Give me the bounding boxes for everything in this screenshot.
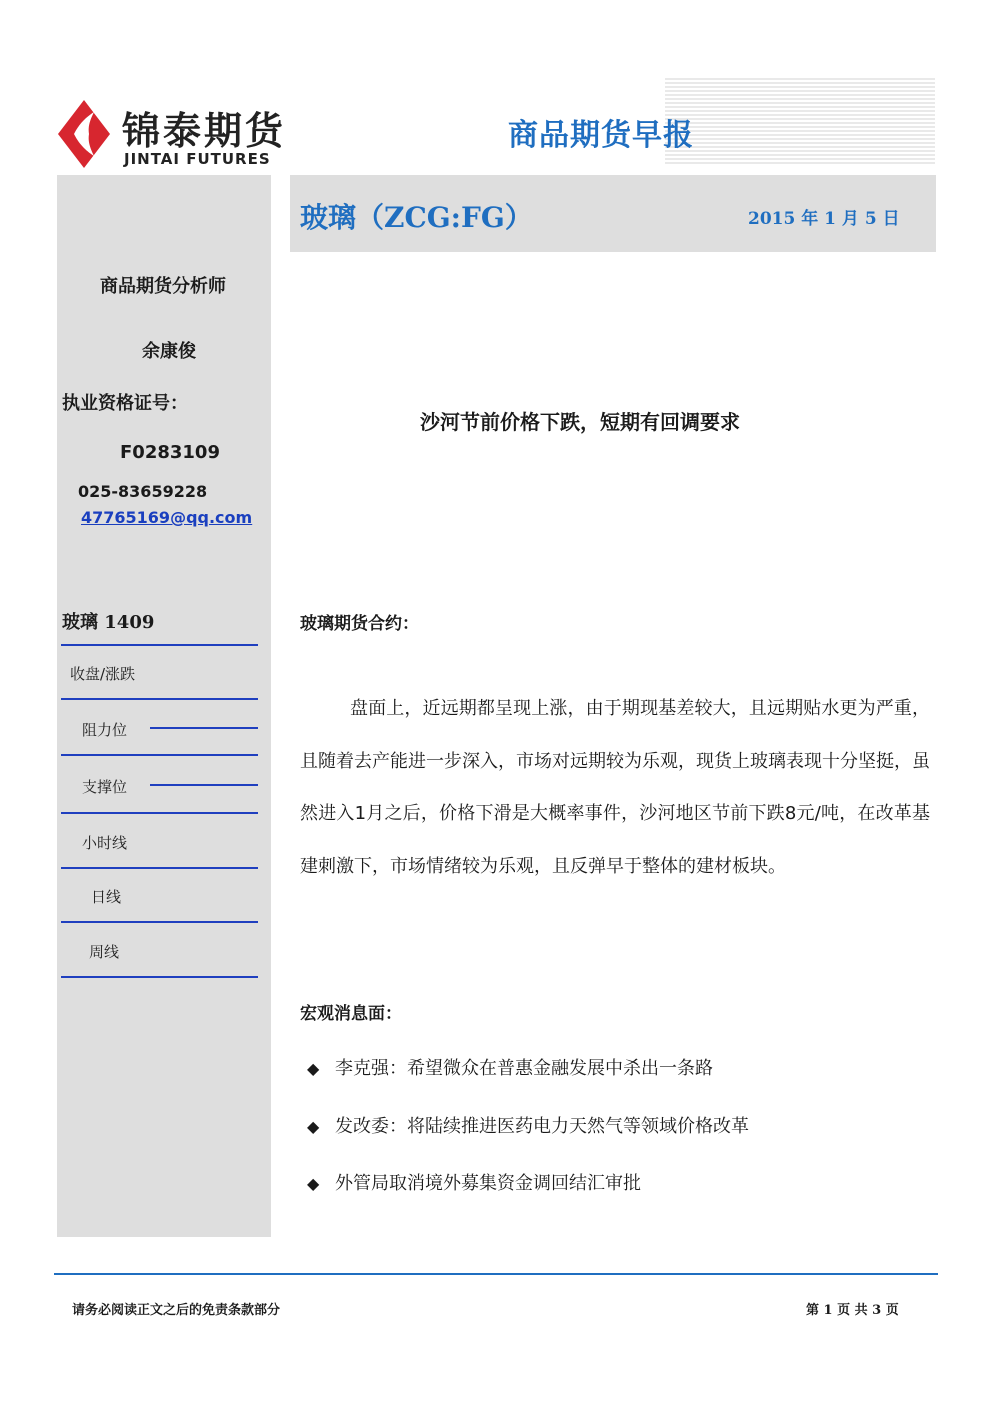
analyst-email-link[interactable]: 47765169@qq.com	[81, 508, 253, 527]
sidebar-divider	[61, 812, 258, 814]
sidebar-item-close-change: 收盘/涨跌	[70, 665, 136, 683]
sidebar-divider	[61, 644, 258, 646]
page-number: 第 1 页 共 3 页	[806, 1303, 899, 1318]
sidebar-panel	[57, 175, 271, 1237]
analyst-phone: 025-83659228	[78, 482, 208, 501]
diamond-bullet-icon: ◆	[307, 1059, 320, 1078]
brand-name-cn: 锦泰期货	[122, 108, 287, 153]
sidebar-value-line	[150, 784, 258, 786]
sidebar-item-daily: 日线	[91, 888, 122, 906]
list-item: ◆ 李克强：希望微众在普惠金融发展中杀出一条路	[307, 1058, 713, 1079]
sidebar-item-resistance: 阻力位	[82, 721, 128, 739]
sidebar-item-hourly: 小时线	[82, 834, 128, 852]
section-heading-contract: 玻璃期货合约：	[300, 614, 419, 634]
headline: 沙河节前价格下跌，短期有回调要求	[420, 410, 740, 434]
report-title: 商品期货早报	[508, 118, 694, 153]
list-item: ◆ 外管局取消境外募集资金调回结汇审批	[307, 1173, 641, 1194]
sidebar-value-line	[150, 727, 258, 729]
diamond-bullet-icon: ◆	[307, 1117, 320, 1136]
sidebar-item-support: 支撑位	[82, 778, 128, 796]
list-item: ◆ 发改委：将陆续推进医药电力天然气等领域价格改革	[307, 1116, 749, 1137]
brand-name-en: JINTAI FUTURES	[124, 150, 271, 168]
section-heading-macro: 宏观消息面：	[300, 1004, 402, 1024]
sidebar-divider	[61, 698, 258, 700]
sidebar-item-weekly: 周线	[89, 943, 120, 961]
footer-divider	[54, 1273, 938, 1275]
report-date: 2015 年 1 月 5 日	[748, 209, 900, 229]
contract-paragraph: 盘面上，近远期都呈现上涨，由于期现基差较大，且远期贴水更为严重，且随着去产能进一步深入，市场对远期较为乐观，现货上玻璃表现十分坚挺，虽然进入1月之后，价格下滑是大概率事件，沙河地区节前下跌8元/吨，在改革基建刺激下，市场情绪较为乐观，且反弹早于整体的建材板块。	[300, 698, 930, 877]
commodity-title: 玻璃（ZCG:FG）	[300, 201, 533, 234]
sidebar-divider	[61, 867, 258, 869]
diamond-bullet-icon: ◆	[307, 1174, 320, 1193]
analyst-name: 余康俊	[142, 341, 196, 362]
cert-label: 执业资格证号：	[62, 393, 188, 414]
cert-number: F0283109	[120, 442, 220, 463]
analyst-role: 商品期货分析师	[100, 276, 226, 297]
footer-disclaimer: 请务必阅读正文之后的免责条款部分	[72, 1303, 281, 1318]
sidebar-divider	[61, 921, 258, 923]
jintai-logo-icon	[58, 100, 110, 168]
sidebar-divider	[61, 754, 258, 756]
sidebar-divider	[61, 976, 258, 978]
contract-label: 玻璃 1409	[62, 612, 155, 633]
header-stripes	[665, 78, 935, 166]
